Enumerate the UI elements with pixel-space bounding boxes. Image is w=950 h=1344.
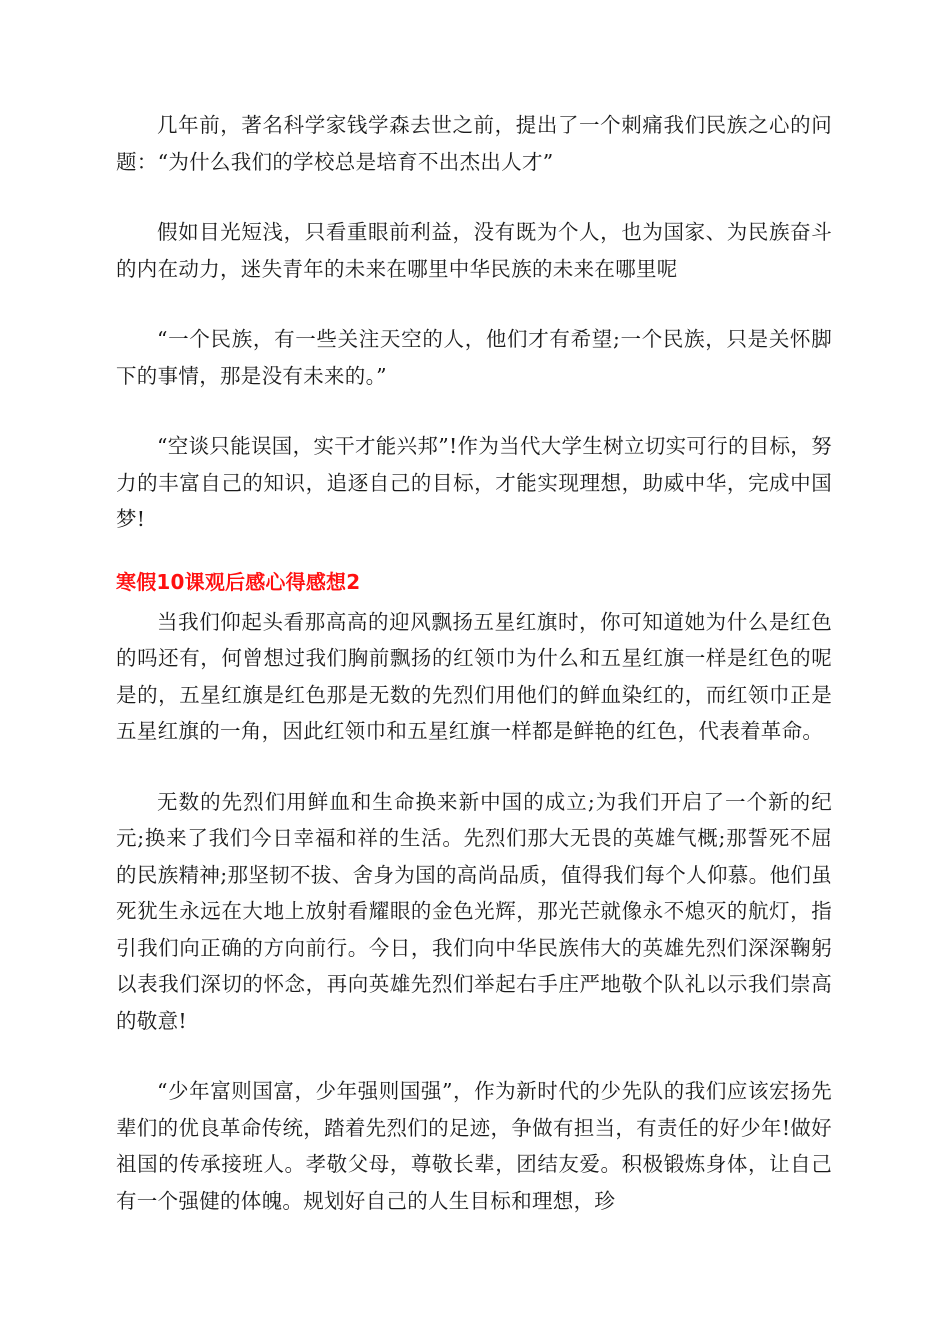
paragraph-nation-sky-quote: “一个民族，有一些关注天空的人，他们才有希望;一个民族，只是关怀脚下的事情，那是没有未来的。”	[116, 327, 832, 388]
paragraph-empty-talk-quote: “空谈只能误国，实干才能兴邦”!作为当代大学生树立切实可行的目标，努力的丰富自己的知识，追逐自己的目标，才能实现理想，助威中华，完成中国梦!	[116, 434, 832, 531]
paragraph-qian-xuesen-question: 几年前，著名科学家钱学森去世之前，提出了一个刺痛我们民族之心的问题：“为什么我们的学校总是培育不出杰出人才”	[116, 113, 832, 174]
paragraph-youth-strong: “少年富则国富，少年强则国强”，作为新时代的少先队的我们应该宏扬先辈们的优良革命传统，踏着先烈们的足迹，争做有担当，有责任的好少年!做好祖国的传承接班人。孝敬父母，尊敬长辈，团结友爱。积极锻炼身体，让自己有一个强健的体魄。规划好自己的人生目标和理想，珍	[116, 1079, 832, 1213]
document-page	[116, 107, 832, 1219]
section-heading: 寒假10课观后感心得感想2	[116, 569, 361, 594]
paragraph-martyrs: 无数的先烈们用鲜血和生命换来新中国的成立;为我们开启了一个新的纪元;换来了我们今日幸福和祥的生活。先烈们那大无畏的英雄气概;那誓死不屈的民族精神;那坚韧不拔、舍身为国的高尚品质，值得我们每个人仰慕。他们虽死犹生永远在大地上放射看耀眼的金色光辉，那光芒就像永不熄灭的航灯，指引我们向正确的方向前行。今日，我们向中华民族伟大的英雄先烈们深深鞠躬以表我们深切的怀念，再向英雄先烈们举起右手庄严地敬个队礼以示我们崇高的敬意!	[116, 789, 832, 1033]
paragraph-short-sighted: 假如目光短浅，只看重眼前利益，没有既为个人，也为国家、为民族奋斗的内在动力，迷失青年的未来在哪里中华民族的未来在哪里呢	[116, 220, 832, 281]
paragraph-red-flag: 当我们仰起头看那高高的迎风飘扬五星红旗时，你可知道她为什么是红色的吗还有，何曾想过我们胸前飘扬的红领巾为什么和五星红旗一样是红色的呢是的，五星红旗是红色那是无数的先烈们用他们的鲜血染红的，而红领巾正是五星红旗的一角，因此红领巾和五星红旗一样都是鲜艳的红色，代表着革命。	[116, 609, 832, 743]
